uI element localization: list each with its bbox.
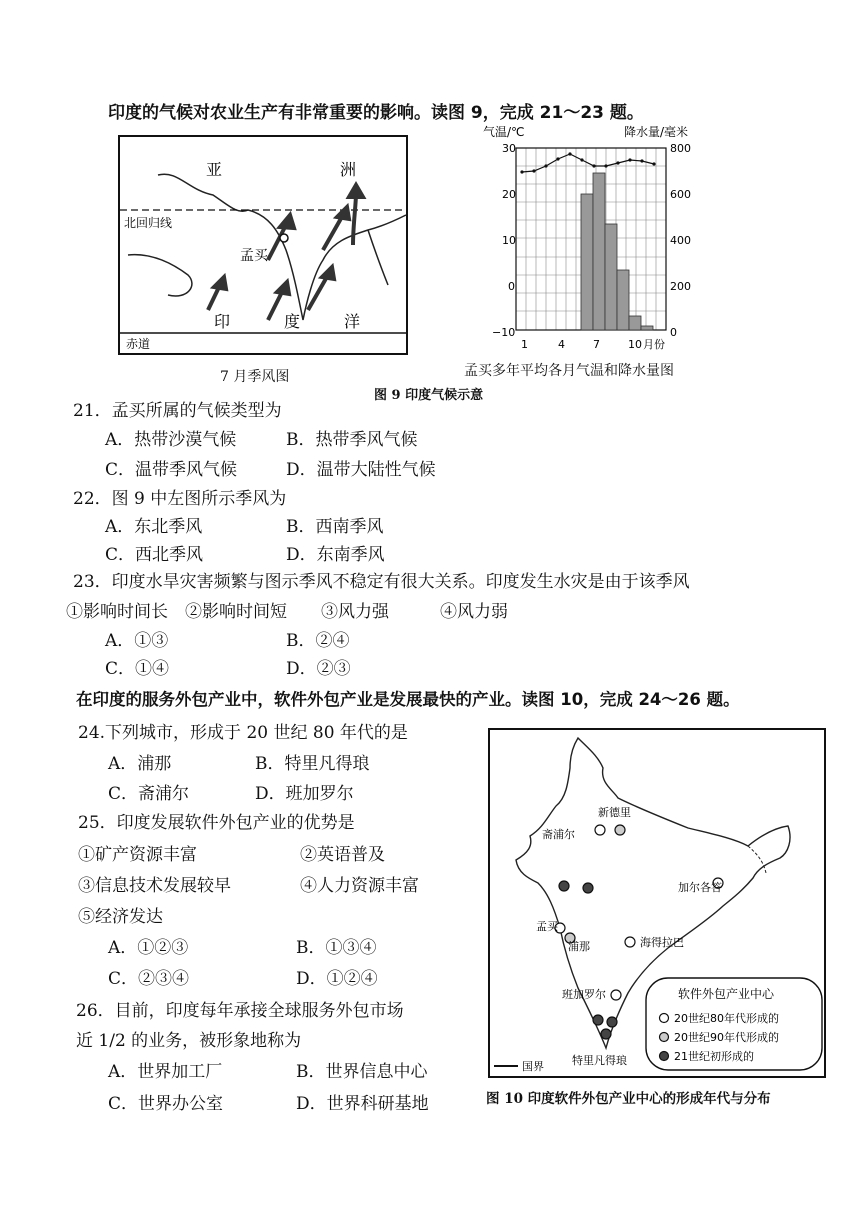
svg-text:0: 0 <box>670 326 677 339</box>
india-software-map <box>488 728 828 1080</box>
q25-option-d[interactable]: D．①②④ <box>296 969 378 989</box>
map-label-asia-left: 亚 <box>206 160 223 179</box>
city-label-kolkata: 加尔各答 <box>678 881 722 894</box>
q21-stem: 21．孟买所属的气候类型为 <box>73 401 282 421</box>
q21-option-c[interactable]: C．温带季风气候 <box>105 460 238 480</box>
map-label-ocean-2: 度 <box>284 312 301 331</box>
svg-text:0: 0 <box>508 280 515 293</box>
map-label-city: 孟买 <box>240 248 268 264</box>
q25-item-5: ⑤经济发达 <box>78 907 163 927</box>
chart-right-axis-label: 降水量/毫米 <box>624 125 689 139</box>
q26-stem-line1: 26．目前，印度每年承接全球服务外包市场 <box>76 1001 404 1021</box>
q23-option-a[interactable]: A．①③ <box>105 631 169 651</box>
q25-stem: 25．印度发展软件外包产业的优势是 <box>78 813 355 833</box>
map-label-ocean-1: 印 <box>214 312 231 331</box>
city-label-trivandrum: 特里凡得琅 <box>572 1054 627 1067</box>
q25-item-4: ④人力资源丰富 <box>300 876 419 896</box>
q25-option-c[interactable]: C．②③④ <box>108 969 190 989</box>
q21-option-b[interactable]: B．热带季风气候 <box>286 430 418 450</box>
section1-intro: 印度的气候对农业生产有非常重要的影响。读图 9，完成 21～23 题。 <box>108 103 644 123</box>
city-label-pune: 浦那 <box>568 940 590 953</box>
map-label-ocean-3: 洋 <box>344 312 361 331</box>
city-label-hyderabad: 海得拉巴 <box>640 936 684 949</box>
q24-option-a[interactable]: A．浦那 <box>108 754 172 774</box>
q25-option-b[interactable]: B．①③④ <box>296 938 377 958</box>
svg-text:7: 7 <box>593 338 600 351</box>
map-label-tropic: 北回归线 <box>124 216 173 230</box>
q25-option-a[interactable]: A．①②③ <box>108 938 189 958</box>
section2-intro: 在印度的服务外包产业中，软件外包产业是发展最快的产业。读图 10，完成 24～26 题。 <box>76 690 740 709</box>
q26-option-d[interactable]: D．世界科研基地 <box>296 1094 429 1114</box>
q26-option-b[interactable]: B．世界信息中心 <box>296 1062 428 1082</box>
map-label-asia-right: 洲 <box>340 160 357 179</box>
legend-item-2: 20世纪90年代形成的 <box>674 1031 779 1044</box>
figure9-title: 图 9 印度气候示意 <box>374 388 484 403</box>
q24-option-c[interactable]: C．斋浦尔 <box>108 784 190 804</box>
svg-text:1: 1 <box>521 338 528 351</box>
city-label-jaipur: 斋浦尔 <box>542 828 575 841</box>
q23-option-d[interactable]: D．②③ <box>286 659 351 679</box>
svg-text:800: 800 <box>670 142 691 155</box>
svg-text:4: 4 <box>558 338 565 351</box>
svg-text:20: 20 <box>502 188 516 201</box>
svg-text:10: 10 <box>502 234 516 247</box>
legend-title: 软件外包产业中心 <box>678 987 775 1001</box>
svg-text:400: 400 <box>670 234 691 247</box>
q23-stem: 23．印度水旱灾害频繁与图示季风不稳定有很大关系。印度发生水灾是由于该季风 <box>73 572 690 592</box>
climate-chart <box>478 120 718 360</box>
svg-text:10: 10 <box>628 338 642 351</box>
legend-item-3: 21世纪初形成的 <box>674 1050 754 1063</box>
q23-option-b[interactable]: B．②④ <box>286 631 350 651</box>
q24-option-b[interactable]: B．特里凡得琅 <box>255 754 370 774</box>
q23-option-c[interactable]: C．①④ <box>105 659 170 679</box>
q21-option-a[interactable]: A．热带沙漠气候 <box>105 430 237 450</box>
q23-items: ①影响时间长 ②影响时间短 ③风力强 ④风力弱 <box>66 602 508 622</box>
q26-option-c[interactable]: C．世界办公室 <box>108 1094 224 1114</box>
svg-text:600: 600 <box>670 188 691 201</box>
city-label-bangalore: 班加罗尔 <box>562 988 606 1001</box>
map-label-equator: 赤道 <box>126 337 151 351</box>
city-label-mumbai: 孟买 <box>536 920 558 933</box>
city-label-new-delhi: 新德里 <box>598 806 631 819</box>
monsoon-map-caption: 7 月季风图 <box>220 369 290 385</box>
q26-stem-line2: 近 1/2 的业务，被形象地称为 <box>76 1031 302 1051</box>
q22-option-c[interactable]: C．西北季风 <box>105 545 204 565</box>
q25-item-3: ③信息技术发展较早 <box>78 876 231 896</box>
q26-option-a[interactable]: A．世界加工厂 <box>108 1062 223 1082</box>
chart-month-unit: 月份 <box>643 338 665 351</box>
q22-option-b[interactable]: B．西南季风 <box>286 517 384 537</box>
svg-text:200: 200 <box>670 280 691 293</box>
chart-left-axis-label: 气温/℃ <box>483 125 525 139</box>
q24-option-d[interactable]: D．班加罗尔 <box>255 784 354 804</box>
q21-option-d[interactable]: D．温带大陆性气候 <box>286 460 436 480</box>
svg-text:−10: −10 <box>492 326 516 339</box>
monsoon-map <box>118 135 408 357</box>
q22-option-d[interactable]: D．东南季风 <box>286 545 385 565</box>
svg-text:30: 30 <box>502 142 516 155</box>
climate-chart-caption: 孟买多年平均各月气温和降水量图 <box>464 363 674 379</box>
legend-item-1: 20世纪80年代形成的 <box>674 1012 779 1025</box>
q24-stem: 24.下列城市，形成于 20 世纪 80 年代的是 <box>78 723 408 743</box>
q25-item-2: ②英语普及 <box>300 845 385 865</box>
q25-item-1: ①矿产资源丰富 <box>78 845 197 865</box>
q22-stem: 22．图 9 中左图所示季风为 <box>73 489 287 509</box>
figure10-caption: 图 10 印度软件外包产业中心的形成年代与分布 <box>486 1091 771 1107</box>
q22-option-a[interactable]: A．东北季风 <box>105 517 203 537</box>
border-label: 国界 <box>522 1060 544 1073</box>
